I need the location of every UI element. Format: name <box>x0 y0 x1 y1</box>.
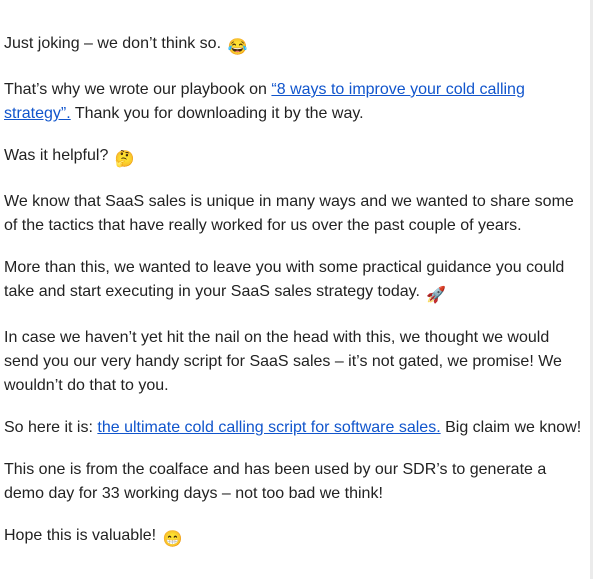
paragraph-guidance <box>4 256 586 308</box>
paragraph-hope <box>4 524 586 552</box>
paragraph-text: More than this, we wanted to leave you with some practical guidance you could take and start executing in your SaaS sales strategy today. <box>4 259 565 300</box>
paragraph-here-it-is <box>4 416 586 440</box>
playbook-link[interactable]: “8 ways to improve your cold calling strategy”. <box>4 81 525 122</box>
thinking-face-icon: 🤔 <box>114 151 135 168</box>
paragraph-text: Just joking – we don’t think so. <box>4 35 222 52</box>
paragraph-joking <box>4 32 586 60</box>
rocket-icon: 🚀 <box>426 287 447 304</box>
paragraph-saas-unique: We know that SaaS sales is unique in many ways and we wanted to share some of the tactics that have really worked for us over the past couple of years. <box>4 193 574 234</box>
email-body <box>4 32 586 570</box>
paragraph-text: Thank you for downloading it by the way. <box>70 105 364 122</box>
paragraph-text: Big claim we know! <box>440 419 582 436</box>
paragraph-text: Hope this is valuable! <box>4 527 157 544</box>
paragraph-helpful <box>4 144 586 172</box>
face-with-tears-of-joy-icon: 😂 <box>227 39 248 56</box>
paragraph-text: Was it helpful? <box>4 147 109 164</box>
grinning-face-icon: 😁 <box>162 531 183 548</box>
paragraph-playbook <box>4 78 586 126</box>
paragraph-text: So here it is: <box>4 419 98 436</box>
cold-calling-script-link[interactable]: the ultimate cold calling script for software sales. <box>97 419 441 436</box>
paragraph-text: That’s why we wrote our playbook on <box>4 81 272 98</box>
paragraph-coalface: This one is from the coalface and has been used by our SDR’s to generate a demo day for 33 working days – not too bad we think! <box>4 461 547 502</box>
paragraph-script: In case we haven’t yet hit the nail on the head with this, we thought we would send you our very handy script for SaaS sales – it’s not gated, we promise! We wouldn’t do that to you. <box>4 329 562 394</box>
